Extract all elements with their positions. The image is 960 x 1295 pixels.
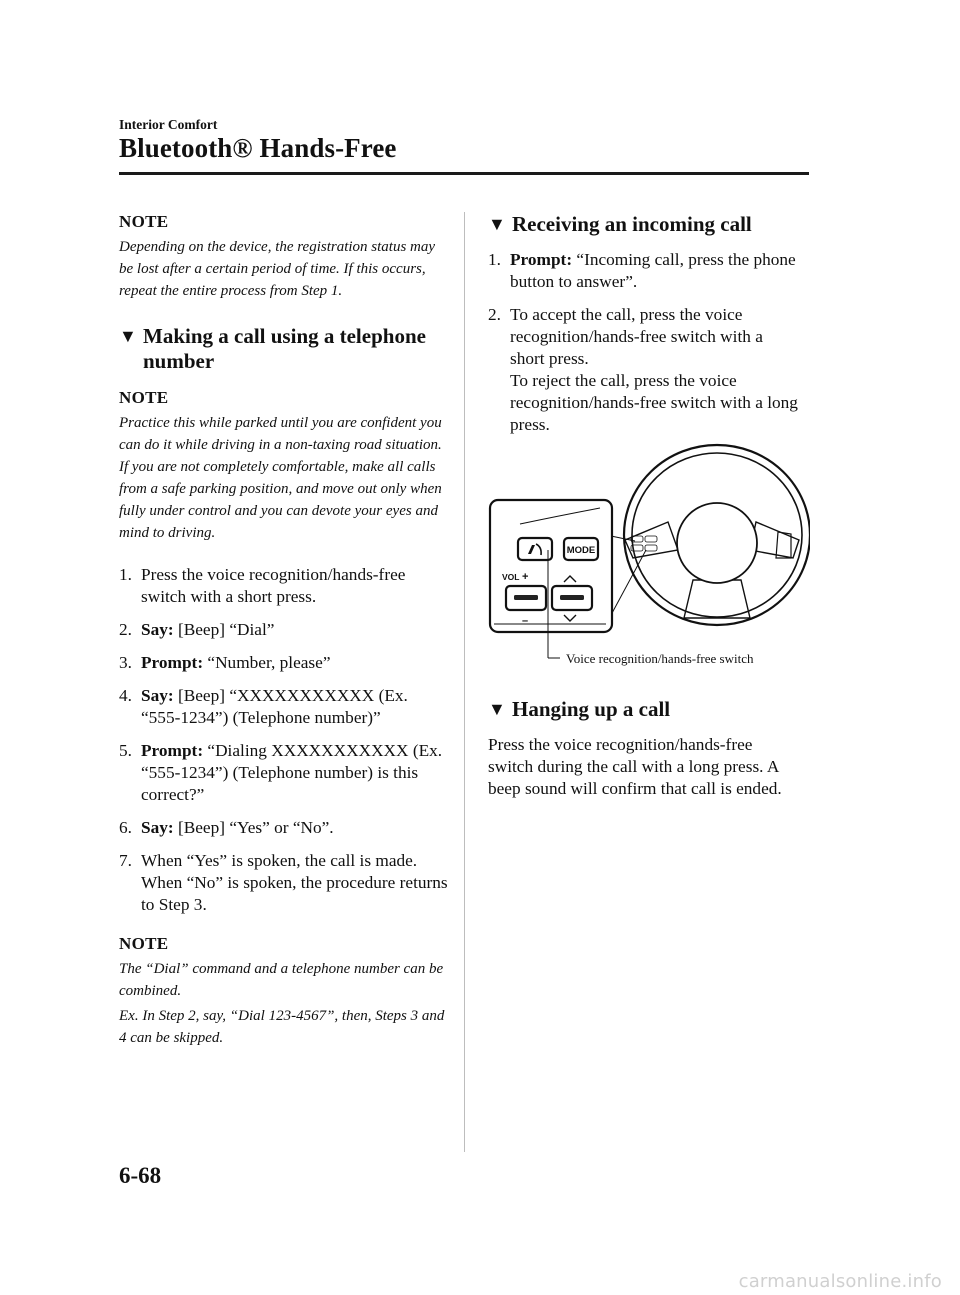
step-label: Prompt: [510, 250, 573, 269]
list-item [119, 817, 449, 839]
hanging-up-text: Press the voice recognition/hands-free switch during the call with a long press. A beep sound will confirm that call is ended. [488, 735, 782, 798]
subheading-hanging-up [488, 697, 798, 722]
figure-caption: Voice recognition/hands-free switch [566, 651, 754, 666]
note-heading: NOTE [119, 388, 169, 407]
step-body: “Incoming call, press the phone button to answer”. [510, 250, 796, 291]
wheel-hub [677, 503, 757, 583]
note-text: Ex. In Step 2, say, “Dial 123-4567”, then, Steps 3 and 4 can be skipped. [119, 1008, 445, 1046]
section-label: Interior Comfort [119, 117, 218, 132]
column-divider [464, 212, 465, 1152]
step-number: 7. [119, 851, 132, 870]
note-block [119, 934, 449, 1049]
header-rule [119, 172, 809, 175]
step-number: 4. [119, 686, 132, 705]
step-text [141, 740, 449, 806]
watermark: carmanualsonline.info [738, 1271, 942, 1292]
triangle-bullet-icon: ▼ [488, 699, 506, 719]
step-body: When “Yes” is spoken, the call is made. [141, 851, 418, 870]
step-number: 6. [119, 818, 132, 837]
subheading-receiving-call [488, 212, 818, 237]
step-text [510, 249, 818, 293]
step-body-2: To reject the call, press the voice recognition/hands-free switch with a long press. [510, 371, 798, 434]
switch-inset-panel [490, 500, 612, 632]
step-body: [Beep] “Dial” [177, 620, 275, 639]
hanging-up-section [488, 697, 798, 800]
triangle-bullet-icon: ▼ [488, 214, 506, 234]
note-heading: NOTE [119, 212, 169, 231]
step-text [141, 685, 449, 729]
voice-recognition-button [518, 538, 552, 560]
note-block [119, 212, 449, 302]
step-number: 2. [488, 305, 501, 324]
step-label: Say: [141, 818, 174, 837]
mode-button-label: MODE [566, 545, 596, 556]
step-number: 1. [119, 565, 132, 584]
right-column [488, 212, 818, 436]
note-text: The “Dial” command and a telephone number can be combined. [119, 961, 444, 999]
subheading-making-call [119, 324, 449, 374]
vol-minus-label: – [521, 615, 529, 627]
note-heading: NOTE [119, 934, 169, 953]
step-label: Prompt: [141, 653, 204, 672]
vol-label: VOL [502, 572, 520, 582]
subheading-text: Hanging up a call [512, 697, 671, 721]
step-body-2: When “No” is spoken, the procedure returns to Step 3. [141, 873, 448, 914]
note-block [119, 388, 449, 544]
seek-rocker-bar-icon [560, 595, 584, 600]
step-body: “Number, please” [207, 653, 331, 672]
list-item [119, 740, 449, 806]
wheel-button-icon [645, 536, 657, 542]
list-item [119, 850, 449, 916]
step-body: [Beep] “XXXXXXXXXXX (Ex. “555-1234”) (Telephone number)” [141, 686, 408, 727]
list-item [488, 304, 798, 436]
list-item [488, 249, 818, 293]
step-label: Say: [141, 620, 174, 639]
note-text: Depending on the device, the registration status may be lost after a certain period of time. If this occurs, repeat the entire process from Step 1. [119, 239, 436, 299]
step-body: To accept the call, press the voice recognition/hands-free switch with a short press. [510, 305, 763, 368]
step-text: Press the voice recognition/hands-free switch with a short press. [141, 565, 406, 606]
step-number: 2. [119, 620, 132, 639]
list-item [119, 652, 449, 674]
step-text [141, 652, 449, 674]
wheel-spoke-bottom [684, 580, 750, 618]
step-label: Prompt: [141, 741, 204, 760]
steering-wheel-illustration [488, 440, 810, 672]
note-text: Practice this while parked until you are confident you can do it while driving in a non-taxing road situation. If you are not completely comfortable, make all calls from a safe parking position, and move out only when fully under control and you can devote your eyes and mind to driving. [119, 415, 442, 541]
step-body: “Dialing XXXXXXXXXXX (Ex. “555-1234”) (Telephone number) is this correct?” [141, 741, 443, 804]
step-number: 5. [119, 741, 132, 760]
volume-rocker-bar-icon [514, 595, 538, 600]
page-number: 6-68 [119, 1163, 162, 1188]
wheel-button-icon [645, 545, 657, 551]
step-text [141, 850, 449, 916]
left-column [119, 212, 449, 1049]
step-number: 3. [119, 653, 132, 672]
step-label: Say: [141, 686, 174, 705]
triangle-bullet-icon: ▼ [119, 326, 137, 346]
step-body: [Beep] “Yes” or “No”. [177, 818, 334, 837]
chapter-title: Bluetooth® Hands-Free [119, 133, 397, 163]
list-item [119, 564, 449, 608]
step-number: 1. [488, 250, 501, 269]
list-item [119, 685, 449, 729]
step-text [510, 304, 798, 436]
list-item [119, 619, 449, 641]
step-text [141, 817, 449, 839]
subheading-text: Receiving an incoming call [512, 212, 752, 236]
subheading-text: Making a call using a telephone number [143, 324, 426, 373]
vol-plus-label: + [522, 571, 529, 583]
step-text [141, 619, 449, 641]
